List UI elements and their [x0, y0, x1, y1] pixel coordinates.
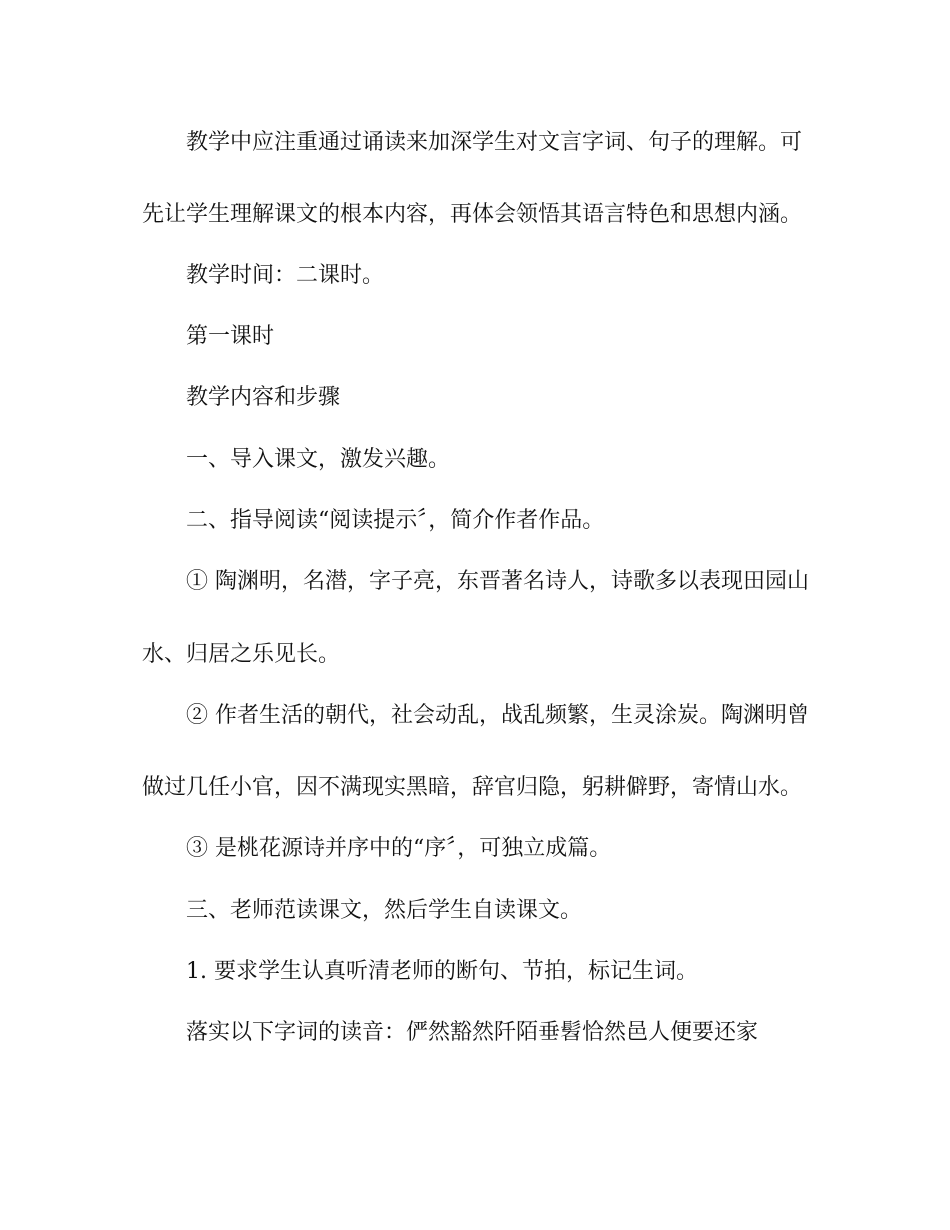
paragraph-line-1: 教学中应注重通过诵读来加深学生对文言字词、句子的理解。可	[186, 130, 803, 155]
teaching-time-line: 教学时间：二课时。	[186, 263, 385, 288]
pronunciation-line: 落实以下字词的读音：俨然豁然阡陌垂髫恰然邑人便要还家	[186, 1020, 759, 1045]
substep-one-line: 1. 要求学生认真听清老师的断句、节拍，标记生词。	[186, 959, 698, 984]
note-two-line-2: 做过几任小官，因不满现实黑暗，辞官归隐，躬耕僻野，寄情山水。	[142, 775, 803, 800]
note-one-line-2: 水、归居之乐见长。	[142, 642, 341, 667]
step-three-line: 三、老师范读课文，然后学生自读课文。	[186, 898, 583, 923]
note-one-line-1: ① 陶渊明，名潜，字子亮，东晋著名诗人，诗歌多以表现田园山	[186, 569, 809, 594]
note-three-line: ③ 是桃花源诗并序中的“序〞，可独立成篇。	[186, 836, 612, 861]
lesson-heading: 第一课时	[186, 324, 275, 349]
note-two-line-1: ② 作者生活的朝代，社会动乱，战乱频繁，生灵涂炭。陶渊明曾	[186, 703, 809, 728]
section-heading: 教学内容和步骤	[186, 385, 341, 410]
step-one-line: 一、导入课文，激发兴趣。	[186, 447, 451, 472]
step-two-line: 二、指导阅读“阅读提示〞，简介作者作品。	[186, 508, 605, 533]
paragraph-line-2: 先让学生理解课文的根本内容，再体会领悟其语言特色和思想内涵。	[142, 202, 803, 227]
